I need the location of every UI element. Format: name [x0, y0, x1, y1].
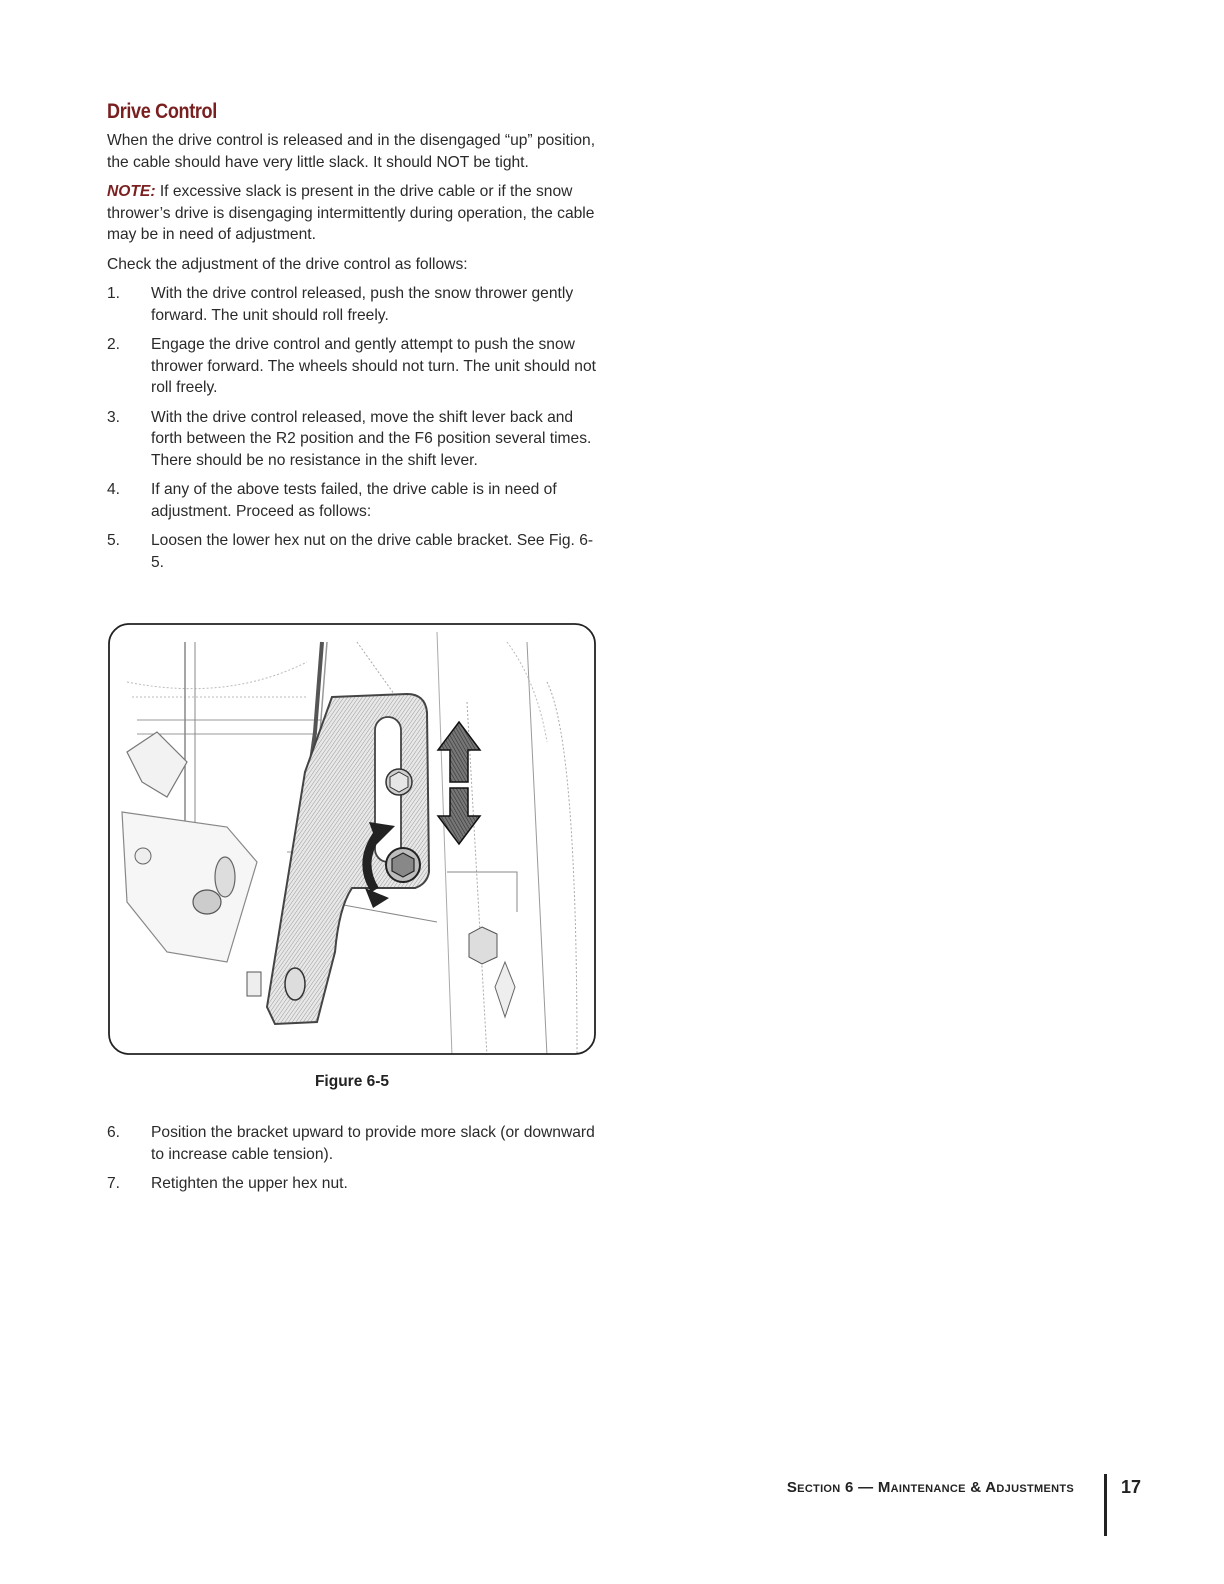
check-intro: Check the adjustment of the drive control as follows:	[107, 255, 468, 273]
figure-caption: Figure 6-5	[314, 1073, 390, 1090]
step-text: Retighten the upper hex nut.	[151, 1175, 348, 1192]
step-item	[107, 530, 597, 573]
step-number: 5.	[107, 532, 121, 549]
step-number: 2.	[107, 336, 121, 353]
step-text: With the drive control released, move the shift lever back and forth between the R2 position and the F6 position several times. There should be no resistance in the shift lever.	[151, 408, 592, 469]
step-number: 4.	[107, 481, 121, 498]
step-item	[107, 1173, 597, 1195]
drive-cable-bracket-illustration	[107, 622, 597, 1056]
step-text: Engage the drive control and gently attempt to push the snow thrower forward. The wheels should not turn. The unit should not roll freely.	[151, 336, 596, 396]
step-item	[107, 283, 597, 326]
continued-steps	[107, 1122, 597, 1203]
step-text: If any of the above tests failed, the drive cable is in need of adjustment. Proceed as follows:	[151, 481, 557, 520]
steps-list-b	[107, 1122, 597, 1195]
figure-6-5-illustration	[107, 622, 597, 1056]
step-item	[107, 1122, 597, 1165]
step-number: 7.	[107, 1175, 121, 1192]
section-heading: Drive Control	[107, 100, 217, 123]
note-paragraph	[107, 181, 597, 246]
step-text: Loosen the lower hex nut on the drive cable bracket. See Fig. 6-5.	[151, 532, 594, 571]
step-item	[107, 334, 597, 399]
main-column	[107, 100, 597, 581]
step-text: Position the bracket upward to provide more slack (or downward to increase cable tension).	[151, 1124, 595, 1163]
footer-divider	[1104, 1474, 1107, 1536]
footer-section-label: Section 6 — Maintenance & Adjustments	[786, 1479, 1074, 1496]
page-number: 17	[1121, 1477, 1142, 1497]
step-number: 3.	[107, 408, 121, 426]
step-item	[107, 407, 597, 472]
step-number: 1.	[107, 285, 121, 302]
step-item	[107, 479, 597, 522]
note-text: If excessive slack is present in the drive cable or if the snow thrower’s drive is disengaging intermittently during operation, the cable may be in need of adjustment.	[107, 183, 595, 243]
step-number: 6.	[107, 1124, 121, 1141]
step-text: With the drive control released, push the snow thrower gently forward. The unit should roll freely.	[151, 285, 574, 324]
steps-list-a	[107, 283, 597, 573]
intro-paragraph: When the drive control is released and in the disengaged “up” position, the cable should have very little slack. It should NOT be tight.	[107, 132, 596, 171]
note-label: NOTE:	[107, 183, 156, 200]
